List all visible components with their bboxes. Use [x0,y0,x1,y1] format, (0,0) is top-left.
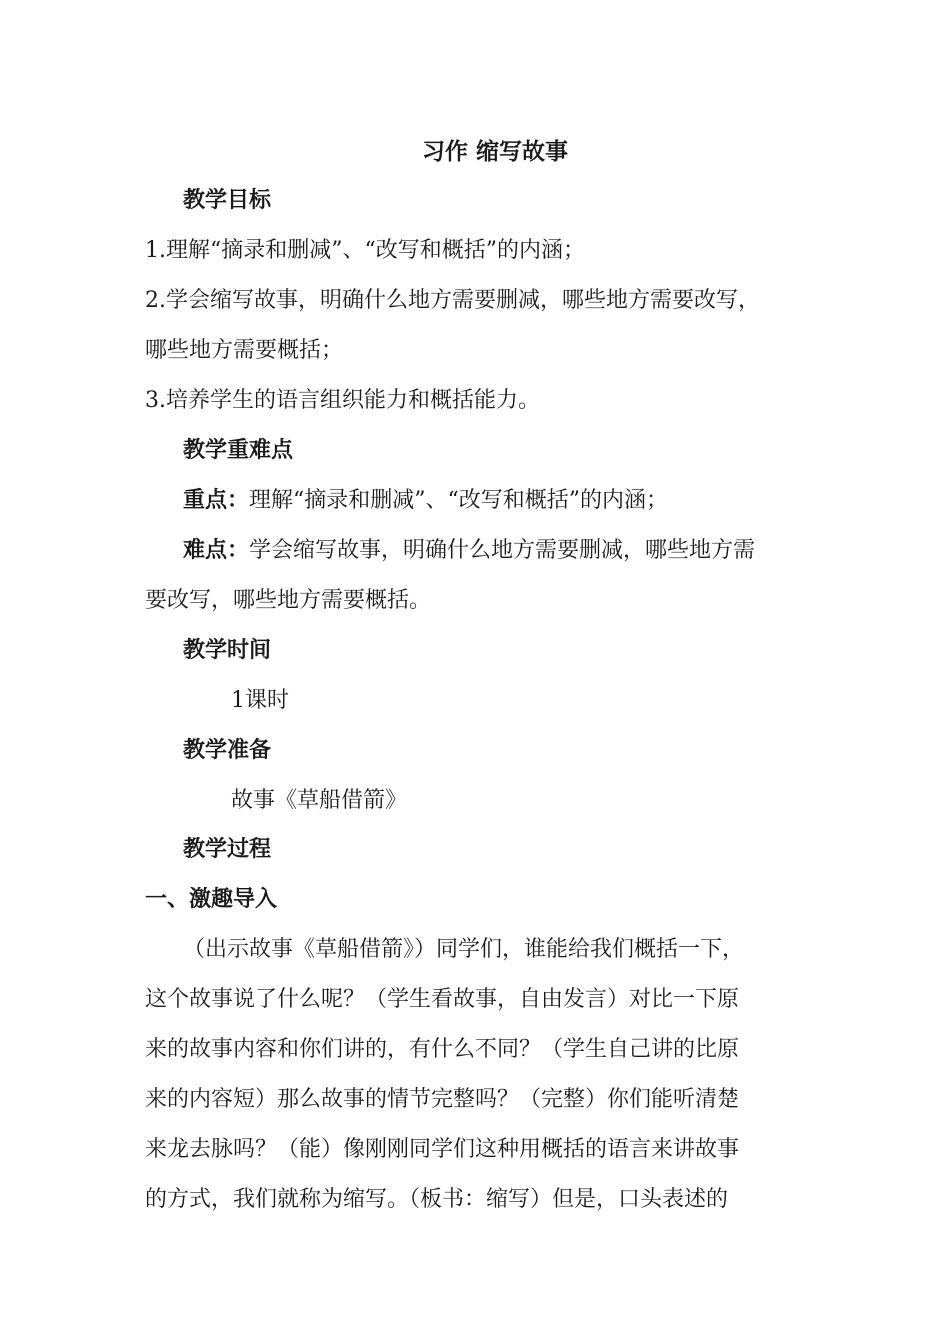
section-heading-process: 教学过程 [183,837,272,862]
section-heading-key-points: 教学重难点 [183,438,294,463]
document-title: 习作 缩写故事 [421,139,568,165]
section-heading-preparation: 教学准备 [183,738,272,763]
goal-item-2-line-1: 2.学会缩写故事，明确什么地方需要删减，哪些地方需要改写， [145,288,760,313]
goal-item-3: 3.培养学生的语言组织能力和概括能力。 [145,388,540,413]
difficulty-label: 难点： [183,538,250,563]
time-value: 1课时 [231,688,289,713]
focus-label: 重点： [183,488,250,513]
section-heading-goals: 教学目标 [183,188,272,213]
paragraph-line: 来的故事内容和你们讲的，有什么不同？（学生自己讲的比原 [145,1037,740,1062]
paragraph-line: （出示故事《草船借箭》）同学们，谁能给我们概括一下， [183,937,745,962]
paragraph-line: 这个故事说了什么呢？（学生看故事，自由发言）对比一下原 [145,987,740,1012]
key-point-difficulty [183,536,853,566]
difficulty-text-line-1: 学会缩写故事，明确什么地方需要删减，哪些地方需 [249,538,756,563]
difficulty-text-line-2: 要改写，哪些地方需要概括。 [145,588,432,613]
section-heading-time: 教学时间 [183,638,272,663]
preparation-value: 故事《草船借箭》 [231,788,408,813]
goal-item-2-line-2: 哪些地方需要概括； [145,338,344,363]
focus-text: 理解“摘录和删减”、“改写和概括”的内涵； [249,488,669,513]
paragraph-line: 来的内容短）那么故事的情节完整吗？（完整）你们能听清楚 [145,1087,740,1112]
paragraph-line: 的方式，我们就称为缩写。（板书：缩写）但是，口头表述的 [145,1187,729,1212]
process-section-1-heading: 一、激趣导入 [145,887,278,912]
paragraph-line: 来龙去脉吗？（能）像刚刚同学们这种用概括的语言来讲故事 [145,1137,740,1162]
goal-item-1: 1.理解“摘录和删减”、“改写和概括”的内涵； [145,238,585,263]
key-point-focus [183,486,853,516]
